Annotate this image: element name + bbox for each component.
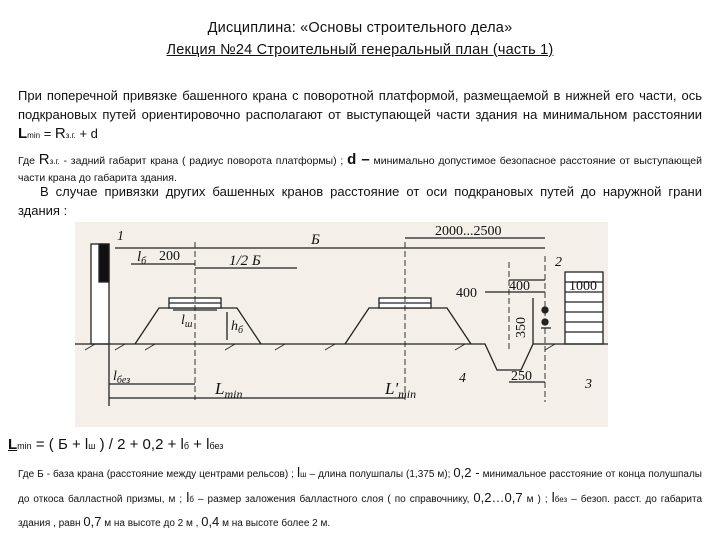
label-200: 200 (159, 249, 180, 264)
label-Lmin-main: L (215, 379, 225, 398)
legend-lbez-sub: без (554, 495, 568, 504)
where-text2: минимально допустимое безопасное расстояние от выступающей части крана до габарита здания. (18, 155, 702, 184)
label-Lmin-prime (384, 379, 416, 401)
label-lbez (113, 369, 130, 386)
formula-other-cranes (8, 436, 223, 453)
label-lbez-sub: без (116, 375, 131, 386)
ballast-prism-right (345, 308, 471, 344)
legend-lbez: l (551, 489, 555, 505)
formula-R: R (54, 125, 66, 142)
legend-lsh-sub: ш (300, 470, 307, 479)
label-Lmin (214, 379, 242, 401)
lecture-title: Лекция №24 Строительный генеральный план (часть 1) (166, 42, 554, 58)
where-R-sub: з.г. (49, 157, 60, 166)
callout-3: 3 (585, 377, 592, 392)
ground-line (75, 344, 608, 370)
where-R: R (38, 151, 50, 168)
intro-text: При поперечной привязке башенного крана с поворотной платформой, размещаемой в нижней его части, ось подкрановых путей ориентировочно располагают от выступающей части здания на минимальном расстоянии (18, 88, 702, 122)
legend-part5: м ) ; (522, 494, 552, 505)
paragraph-where (18, 152, 702, 186)
legend-range: 0,2…0,7 (473, 490, 523, 505)
label-l6 (137, 249, 147, 267)
legend-part1: Где Б - база крана (расстояние между центрами рельсов) ; (18, 469, 297, 480)
label-B: Б (311, 232, 320, 248)
label-1000: 1000 (569, 279, 597, 294)
legend-part4: – размер заложения балластного слоя ( по справочнику, (193, 494, 474, 505)
callout-2: 2 (555, 255, 562, 270)
callout-4: 4 (459, 371, 466, 386)
formula2-L: L (8, 436, 18, 453)
formula-rest: + d (79, 126, 98, 141)
formula2-mid: ) / 2 + 0,2 + l (95, 436, 184, 453)
formula-R-sub: з.г. (65, 131, 76, 140)
formula2-l6-sub: б (183, 441, 189, 451)
legend-l6-sub: б (189, 495, 194, 504)
label-lsh-main: l (181, 313, 185, 328)
formula2-lbez-sub: без (209, 441, 224, 451)
label-l6-sub: б (141, 256, 147, 267)
legend-v07: 0,7 (83, 514, 102, 529)
label-B-range: 2000...2500 (435, 224, 502, 239)
legend-part6: – безоп. расст. до габарита здания , равн (18, 494, 703, 529)
legend-where (18, 461, 702, 535)
legend-v04: 0,4 (201, 514, 220, 529)
label-half-B: 1/2 Б (229, 253, 261, 269)
legend-v02: 0,2 - (453, 465, 480, 480)
legend-part3: минимальное расстояние от конца полушпалы до откоса балластной призмы, м ; (18, 469, 702, 505)
label-400-b: 400 (509, 279, 530, 294)
legend-part7: м на высоте до 2 м , (101, 518, 202, 529)
formula-eq: = (43, 126, 52, 141)
label-lsh (181, 313, 193, 330)
label-350: 350 (514, 317, 529, 338)
paragraph-other-cranes: В случае привязки других башенных кранов расстояние от оси подкрановых путей до наружной грани здания : (18, 184, 702, 218)
legend-lsh: l (296, 464, 301, 480)
label-Lmin-prime-sub: min (398, 387, 417, 401)
label-h6 (231, 319, 244, 336)
where-word: Где (18, 155, 35, 167)
label-Lmin-prime-main: L' (385, 379, 399, 398)
formula2-L-sub: min (17, 441, 32, 451)
label-400-a: 400 (456, 286, 477, 301)
legend-part2: – длина полушпалы (1,375 м); (306, 469, 454, 480)
formula-L: L (18, 125, 28, 142)
label-Lmin-sub: min (224, 387, 243, 401)
legend-part8: м на высоте более 2 м. (219, 518, 331, 529)
label-h6-main: h (231, 319, 238, 334)
legend-l6: l (186, 489, 190, 505)
label-lsh-sub: ш (184, 319, 193, 330)
crane-track-drawing (75, 222, 608, 427)
label-250: 250 (511, 369, 532, 384)
discipline-title: Дисциплина: «Основы строительного дела» (207, 20, 513, 36)
label-h6-sub: б (238, 325, 244, 336)
formula2-plus: + l (189, 436, 210, 453)
where-text1: - задний габарит крана ( радиус поворота платформы) ; (59, 155, 344, 167)
where-d: d – (347, 151, 370, 168)
formula-L-sub: min (27, 131, 41, 140)
paragraph-intro (18, 86, 702, 145)
label-l6-main: l (137, 249, 142, 265)
formula2-lsh-sub: ш (88, 441, 96, 451)
formula2-eq: = ( Б + l (31, 436, 89, 453)
callout-1: 1 (117, 229, 124, 244)
label-lbez-main: l (113, 369, 117, 384)
